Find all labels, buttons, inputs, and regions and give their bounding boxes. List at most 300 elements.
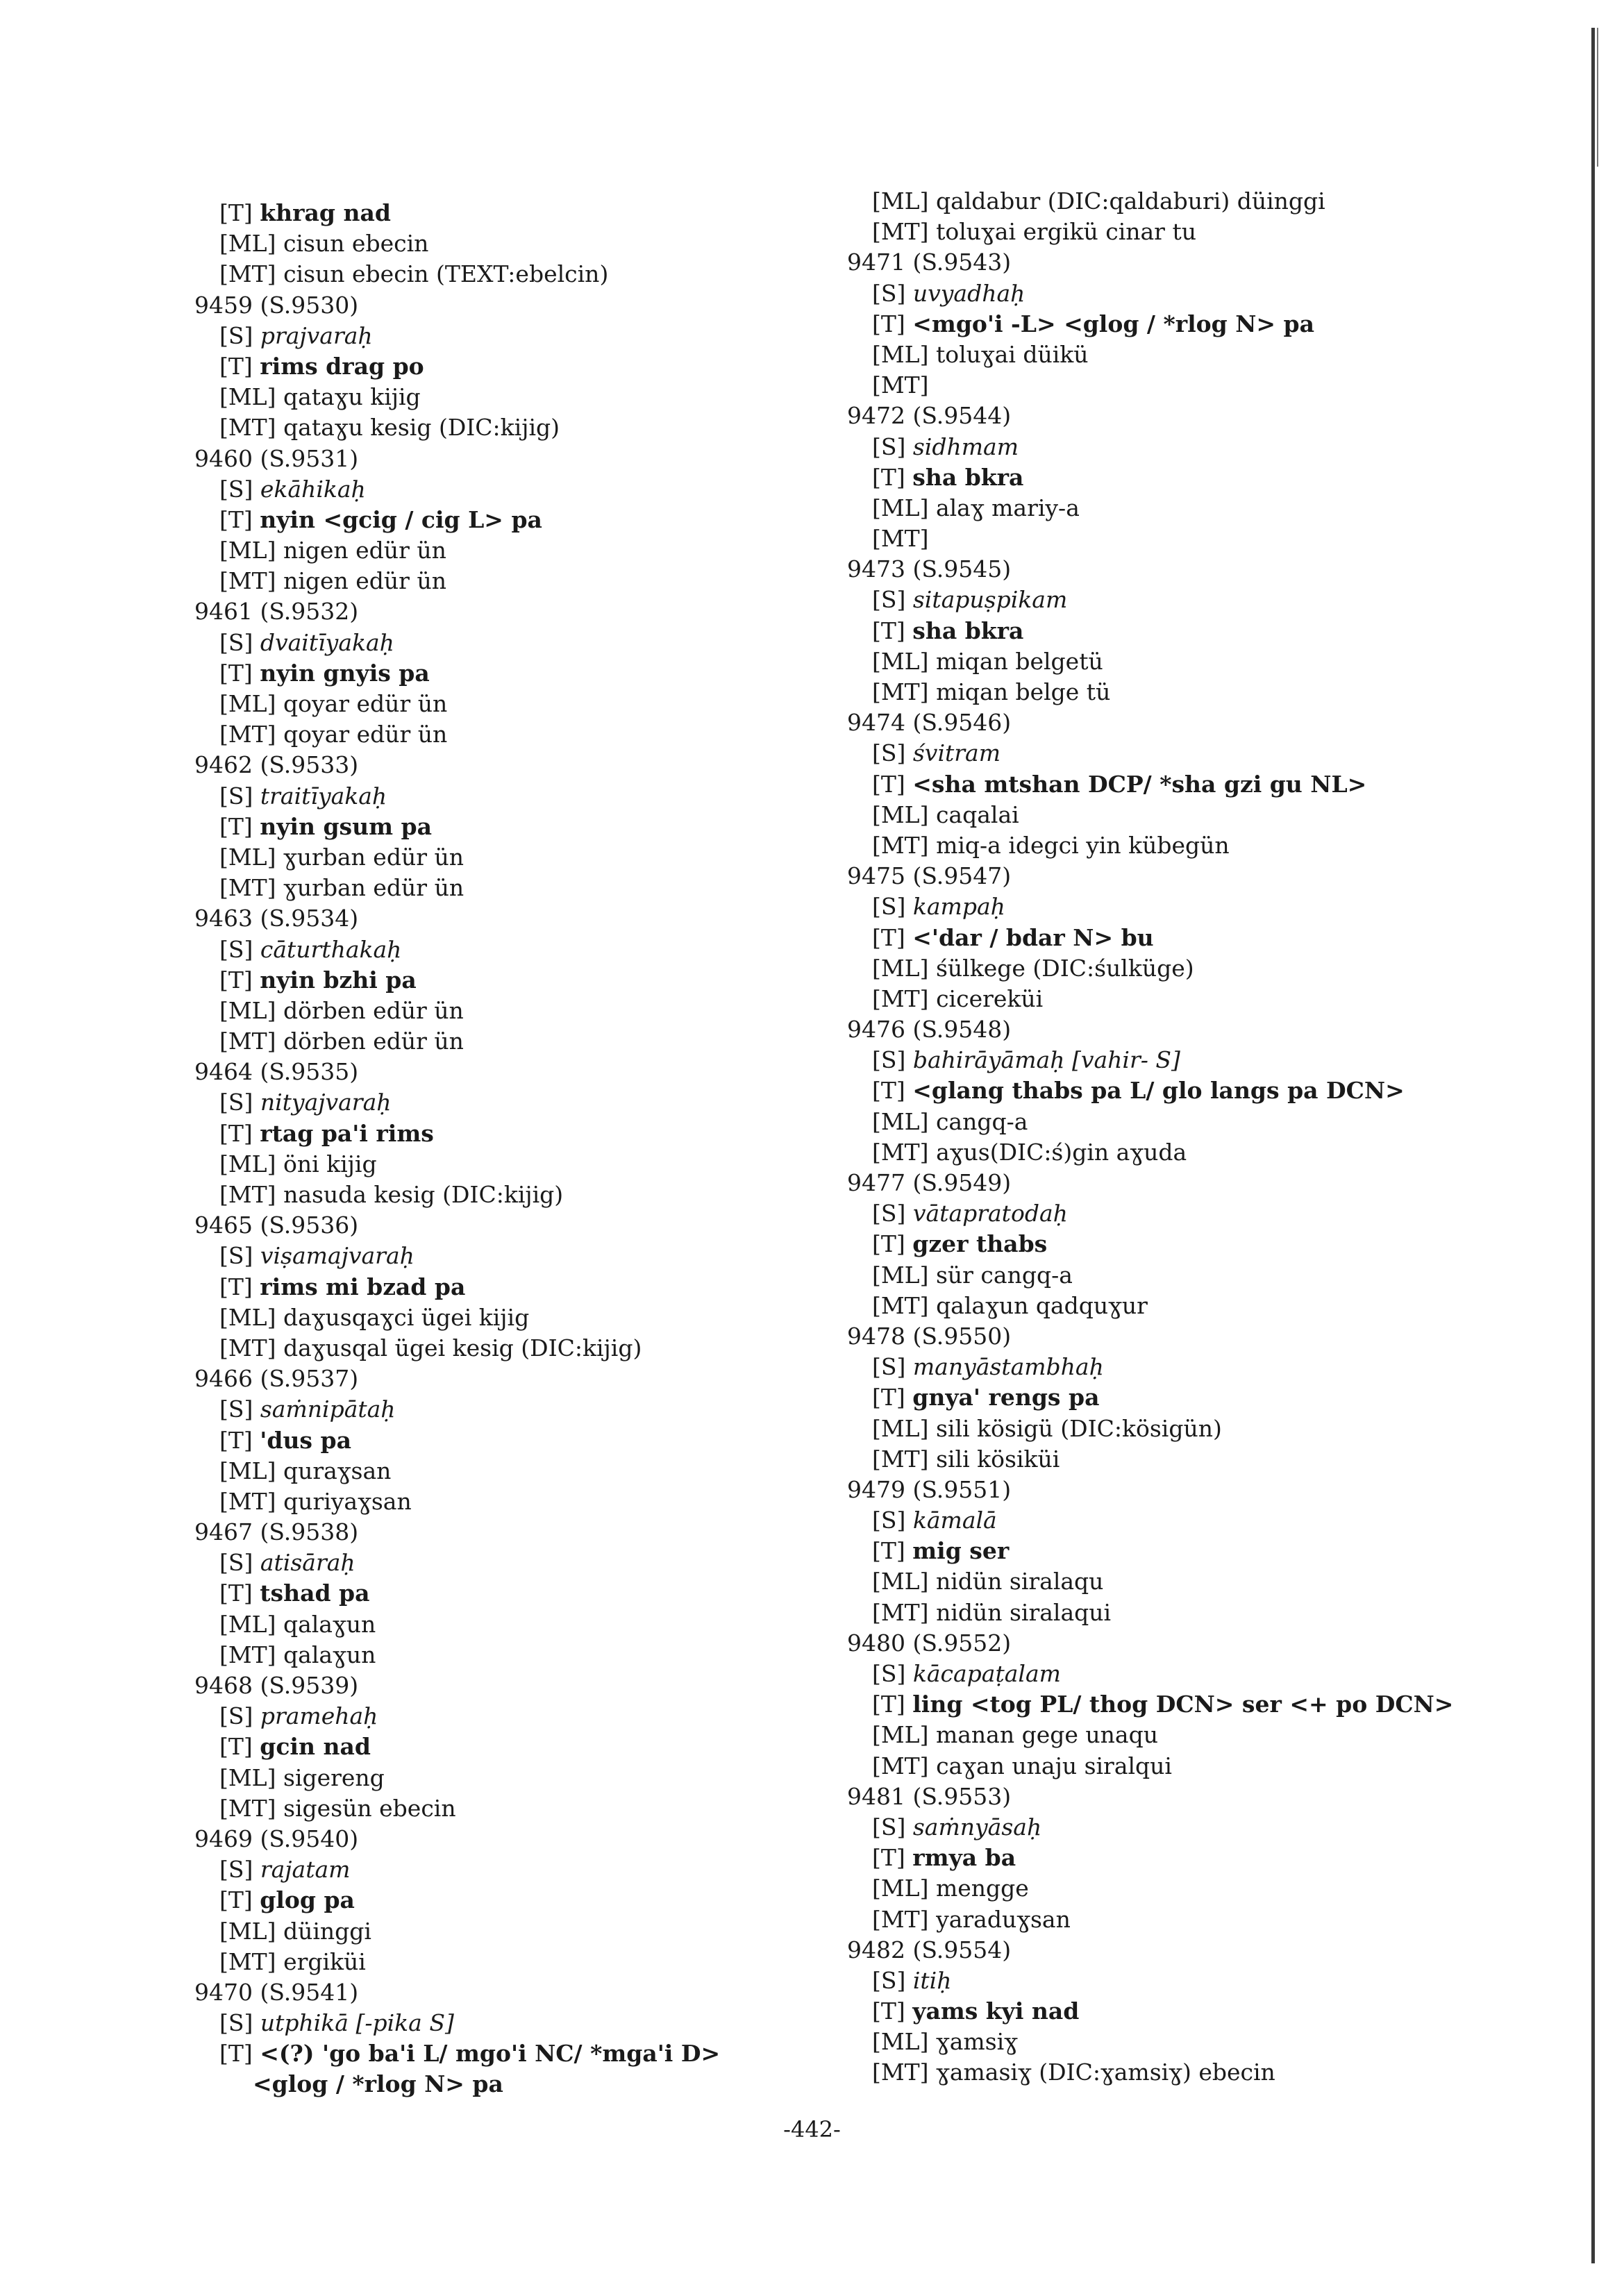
entry-text: quriyaɣsan [283,1487,412,1515]
entry-text: düinggi [283,1917,371,1945]
entry-number [194,1210,720,1241]
entry-text: nyin gsum pa [260,812,432,840]
entry-line [194,1701,720,1732]
entry-text: daɣusqal ügei kesig (DIC:kijig) [283,1334,642,1361]
entry-number [847,1475,1453,1505]
language-tag: [ML] [219,537,276,564]
entry-number [194,903,720,934]
entry-line [847,1598,1453,1628]
entry-line [194,198,720,228]
entry-text: bahirāyāmaḥ [vahir- S] [912,1046,1180,1074]
entry-line [194,1916,720,1947]
language-tag: [S] [219,1089,253,1116]
entry-text: itiḥ [912,1966,952,1994]
language-tag: [S] [219,782,253,810]
entry-text: saṁnipātaḥ [260,1396,396,1423]
entry-line [847,2057,1453,2088]
language-tag: [S] [872,1046,906,1074]
language-tag: [ML] [872,1721,929,1749]
language-tag: [T] [219,966,253,994]
entry-line [194,259,720,290]
entry-line [847,340,1453,370]
entry-number-text: 9478 (S.9550) [847,1322,1012,1350]
language-tag: [ML] [872,1107,929,1135]
entry-line [194,842,720,873]
entry-text: mig ser [912,1537,1010,1565]
language-tag: [ML] [872,1261,929,1289]
entry-line [194,1947,720,1977]
language-tag: [MT] [219,1947,276,1975]
entry-text: aɣus(DIC:ś)gin aɣuda [936,1138,1187,1166]
entry-line [847,370,1453,401]
entry-text: ɣamasiɣ (DIC:ɣamsiɣ) ebecin [936,2059,1275,2086]
entry-line [847,1107,1453,1137]
language-tag: [MT] [872,1598,929,1626]
language-tag: [ML] [219,996,276,1024]
language-tag: [MT] [872,2059,929,2086]
entry-number-text: 9469 (S.9540) [194,1825,359,1852]
entry-text: quraɣsan [283,1457,392,1484]
language-tag: [MT] [219,721,276,748]
entry-text: khrag nad [260,199,391,226]
entry-line [847,1720,1453,1750]
entry-text: sitapuṣpikam [912,586,1068,614]
entry-text: 'dus pa [260,1426,351,1454]
entry-line [194,628,720,658]
entry-text: caqalai [935,801,1019,828]
entry-line [194,812,720,842]
entry-line [847,1137,1453,1168]
entry-line [194,351,720,382]
language-tag: [ML] [872,801,929,828]
entry-text: cisun ebecin [283,230,429,258]
entry-number [194,1517,720,1548]
entry-number [847,1782,1453,1812]
entry-text: sigereng [283,1763,385,1791]
entry-line [194,658,720,689]
language-tag: [T] [219,1579,253,1607]
entry-line [194,719,720,750]
entry-line [194,566,720,596]
language-tag: [ML] [219,1150,276,1178]
entry-number-text: 9466 (S.9537) [194,1365,359,1393]
language-tag: [T] [219,1733,253,1761]
entry-line [847,1873,1453,1904]
entry-line [194,1118,720,1149]
language-tag: [MT] [872,1138,929,1166]
language-tag: [T] [872,923,905,951]
entry-line [847,953,1453,984]
entry-line [847,1198,1453,1229]
entry-line [194,412,720,443]
entry-number-text: 9464 (S.9535) [194,1058,359,1086]
language-tag: [ML] [872,1568,929,1595]
entry-text: cicereküi [936,984,1044,1012]
entry-line [194,1272,720,1302]
entry-number-text: 9477 (S.9549) [847,1169,1012,1196]
entry-text: manan gege unaqu [935,1721,1158,1749]
entry-line [847,585,1453,615]
language-tag: [T] [872,770,905,798]
entry-line [847,1904,1453,1935]
entry-line [194,2008,720,2038]
entry-text: qataɣu kijig [283,383,421,411]
entry-number-text: 9470 (S.9541) [194,1978,359,2006]
entry-number-text: 9465 (S.9536) [194,1212,359,1239]
language-tag: [MT] [219,567,276,595]
scan-edge-bar [1591,28,1595,2263]
entry-text: sha bkra [912,463,1024,491]
entry-text: nityajvaraḥ [260,1089,392,1116]
language-tag: [ML] [872,647,929,675]
entry-line [194,1026,720,1057]
entry-line [847,1843,1453,1873]
language-tag: [MT] [872,678,929,705]
language-tag: [ML] [219,1303,276,1331]
entry-text: gcin nad [260,1733,371,1761]
entry-text: toluɣai düikü [935,340,1089,368]
continuation-text: <glog / *rlog N> pa [253,2070,503,2098]
language-tag: [T] [872,1844,905,1872]
entry-line [194,382,720,412]
entry-text: glog pa [260,1886,355,1914]
entry-number [847,1321,1453,1352]
entry-line [194,1394,720,1425]
entry-text: qalaɣun [283,1610,376,1638]
entry-text: daɣusqaɣci ügei kijig [283,1303,530,1331]
entry-text: nidün siralaqui [936,1598,1112,1626]
language-tag: [ML] [872,954,929,982]
entry-text: kampaḥ [912,893,1005,921]
entry-text: nyin <gcig / cig L> pa [260,505,542,533]
entry-number-text: 9475 (S.9547) [847,862,1012,890]
entry-line [847,800,1453,830]
entry-number-text: 9461 (S.9532) [194,598,359,626]
language-tag: [T] [219,1886,253,1914]
entry-text: gzer thabs [912,1230,1048,1258]
language-tag: [T] [872,1691,905,1718]
language-tag: [T] [872,463,905,491]
right-column [847,186,1453,2088]
entry-line [194,1302,720,1333]
entry-line [194,1548,720,1578]
language-tag: [T] [872,310,905,337]
entry-number-text: 9479 (S.9551) [847,1475,1012,1503]
language-tag: [S] [872,1353,906,1381]
language-tag: [MT] [872,831,929,859]
entry-number-text: 9482 (S.9554) [847,1936,1012,1963]
entry-number-text: 9463 (S.9534) [194,905,359,932]
language-tag: [T] [219,1273,253,1300]
language-tag: [S] [219,628,253,656]
language-tag: [S] [872,1813,906,1841]
entry-number [194,1670,720,1701]
entry-text: utphikā [-pika S] [260,2009,454,2037]
entry-text: traitīyakaḥ [260,782,387,810]
entry-number-text: 9473 (S.9545) [847,555,1012,583]
entry-text: dvaitīyakaḥ [260,628,394,656]
entry-text: öni kijig [283,1150,377,1178]
entry-line [194,228,720,259]
entry-line [194,935,720,965]
language-tag: [S] [219,1702,253,1730]
entry-line [194,996,720,1026]
language-tag: [T] [872,1384,905,1411]
entry-line [194,1425,720,1456]
entry-line [847,1414,1453,1444]
entry-line [847,984,1453,1014]
entry-text: sidhmam [912,433,1019,460]
scan-edge-mark [1597,28,1598,167]
language-tag: [MT] [219,874,276,902]
language-tag: [ML] [219,383,276,411]
entry-line [847,646,1453,677]
entry-line [847,830,1453,861]
entry-text: sür cangq-a [935,1261,1073,1289]
entry-line [194,1854,720,1885]
entry-number [194,1057,720,1087]
entry-line [194,535,720,566]
entry-line [194,1087,720,1118]
entry-number [847,401,1453,431]
entry-number [847,1014,1453,1045]
entry-number-text: 9462 (S.9533) [194,751,359,779]
language-tag: [S] [872,1660,906,1687]
entry-line [194,1241,720,1271]
entry-line [194,1763,720,1793]
language-tag: [MT] [219,260,276,288]
entry-text: ergiküi [283,1947,366,1975]
entry-line [847,309,1453,340]
entry-line [847,738,1453,769]
entry-line [194,1793,720,1824]
language-tag: [ML] [219,230,276,258]
entry-text: gnya' rengs pa [912,1384,1100,1411]
entry-line [194,689,720,719]
entry-text: rmya ba [912,1844,1016,1872]
language-tag: [MT] [219,414,276,442]
entry-line [194,321,720,351]
language-tag: [S] [872,279,906,307]
entry-number-text: 9472 (S.9544) [847,402,1012,430]
entry-text: rajatam [260,1856,351,1884]
entry-text: qalaɣun [283,1641,376,1668]
entry-line [847,677,1453,707]
entry-number-text: 9468 (S.9539) [194,1672,359,1699]
entry-text: <glang thabs pa L/ glo langs pa DCN> [912,1077,1405,1105]
entry-text: cangq-a [935,1107,1028,1135]
language-tag: [T] [219,352,253,380]
entry-text: <'dar / bdar N> bu [912,923,1154,951]
entry-text: miqan belgetü [935,647,1103,675]
entry-number [847,1628,1453,1659]
entry-number-text: 9460 (S.9531) [194,444,359,472]
entry-text: miqan belge tü [936,678,1111,705]
language-tag: [MT] [219,1794,276,1822]
entry-number [847,1168,1453,1198]
entry-number-text: 9476 (S.9548) [847,1016,1012,1044]
entry-text: nigen edür ün [283,567,446,595]
entry-text: dörben edür ün [283,996,464,1024]
language-tag: [ML] [219,1763,276,1791]
page-number: -442- [783,2116,841,2143]
entry-line [194,1609,720,1640]
entry-text: śülkege (DIC:śulküge) [935,954,1194,982]
language-tag: [T] [219,505,253,533]
entry-text: ɣamsiɣ [935,2028,1018,2056]
language-tag: [S] [219,1396,253,1423]
entry-number [194,290,720,321]
language-tag: [MT] [219,1028,276,1055]
entry-text: saṁnyāsaḥ [912,1813,1042,1841]
entry-text: qaldabur (DIC:qaldaburi) düinggi [935,187,1325,215]
language-tag: [MT] [872,1291,929,1319]
language-tag: [S] [872,586,906,614]
language-tag: [T] [872,1997,905,2025]
entry-text: sigesün ebecin [283,1794,456,1822]
entry-line [847,1996,1453,2027]
entry-line [847,1812,1453,1843]
entry-line [847,1751,1453,1782]
entry-text: yaraduɣsan [936,1905,1071,1933]
entry-line [847,1075,1453,1106]
entry-line [847,523,1453,554]
entry-text: nyin bzhi pa [260,966,417,994]
entry-line [194,1578,720,1609]
entry-text: rims mi bzad pa [260,1273,466,1300]
language-tag: [S] [872,1200,906,1227]
language-tag: [S] [219,1549,253,1577]
entry-number [194,1977,720,2008]
entry-text: vātapratodaḥ [912,1200,1068,1227]
entry-line [847,1045,1453,1075]
entry-text: qalaɣun qadquɣur [936,1291,1148,1319]
entry-line [847,1566,1453,1597]
entry-line [847,923,1453,953]
entry-text: atisāraḥ [260,1549,355,1577]
entry-text: qoyar edür ün [283,721,448,748]
entry-line [847,278,1453,309]
entry-line [194,965,720,996]
entry-text: ling <tog PL/ thog DCN> ser <+ po DCN> [912,1691,1454,1718]
language-tag: [T] [872,617,905,644]
entry-text: nyin gnyis pa [260,659,430,687]
entry-text: rtag pa'i rims [260,1119,434,1147]
entry-line [194,1486,720,1517]
entry-line [847,493,1453,523]
entry-number-text: 9481 (S.9553) [847,1782,1012,1810]
entry-line [194,1885,720,1916]
entry-line [194,873,720,903]
language-tag: [T] [872,1537,905,1565]
language-tag: [S] [219,935,253,963]
language-tag: [ML] [872,1414,929,1442]
entry-line [847,891,1453,922]
language-tag: [T] [219,1119,253,1147]
continuation-line [194,2069,720,2100]
entry-line [847,217,1453,247]
entry-line [847,769,1453,800]
entry-text: uvyadhaḥ [912,279,1026,307]
entry-line [847,1659,1453,1689]
entry-text: sili kösiküi [936,1445,1060,1473]
language-tag: [MT] [219,1334,276,1361]
entry-text: <(?) 'go ba'i L/ mgo'i NC/ *mga'i D> [260,2040,721,2068]
entry-line [847,1444,1453,1475]
entry-text: śvitram [912,739,1001,767]
entry-text: <sha mtshan DCP/ *sha gzi gu NL> [912,770,1367,798]
entry-number [194,1824,720,1854]
entry-text: manyāstambhaḥ [912,1353,1104,1381]
entry-text: prajvaraḥ [260,321,373,349]
entry-text: toluɣai ergikü cinar tu [936,218,1196,246]
left-column [194,198,720,2100]
entry-text: sili kösigü (DIC:kösigün) [935,1414,1222,1442]
entry-line [194,2038,720,2069]
language-tag: [S] [872,739,906,767]
language-tag: [ML] [872,494,929,521]
entry-text: <mgo'i -L> <glog / *rlog N> pa [912,310,1314,337]
entry-line [847,1966,1453,1996]
language-tag: [S] [872,1507,906,1534]
language-tag: [T] [872,1230,905,1258]
entry-text: nigen edür ün [283,537,446,564]
entry-number [847,554,1453,585]
language-tag: [T] [219,659,253,687]
language-tag: [MT] [219,1641,276,1668]
entry-line [194,474,720,505]
entry-number [194,444,720,474]
language-tag: [ML] [219,843,276,871]
entry-line [847,616,1453,646]
language-tag: [ML] [219,690,276,717]
entry-text: qoyar edür ün [283,690,448,717]
language-tag: [MT] [219,1181,276,1208]
entry-text: qataɣu kesig (DIC:kijig) [283,414,560,442]
entry-line [847,1260,1453,1291]
entry-text: caɣan unaju siralqui [936,1752,1172,1779]
entry-number-text: 9467 (S.9538) [194,1518,359,1546]
language-tag: [ML] [872,187,929,215]
entry-text: ɣurban edür ün [283,843,464,871]
language-tag: [S] [219,475,253,503]
language-tag: [T] [872,1077,905,1105]
entry-number [194,596,720,627]
entry-line [194,1180,720,1210]
entry-line [847,1352,1453,1382]
entry-line [194,1640,720,1670]
entry-text: kāmalā [912,1507,997,1534]
language-tag: [S] [219,1242,253,1270]
language-tag: [S] [219,1856,253,1884]
entry-line [194,1732,720,1762]
entry-text: viṣamajvaraḥ [260,1242,415,1270]
entry-number [194,1364,720,1394]
language-tag: [ML] [219,1457,276,1484]
entry-number [847,247,1453,278]
language-tag: [ML] [872,340,929,368]
language-tag: [ML] [219,1917,276,1945]
entry-text: kācapaṭalam [912,1660,1061,1687]
entry-text: pramehaḥ [260,1702,378,1730]
entry-line [194,1333,720,1364]
entry-line [194,781,720,812]
entry-line [847,462,1453,493]
entry-text: cāturthakaḥ [260,935,402,963]
entry-line [847,1382,1453,1413]
entry-number-text: 9471 (S.9543) [847,249,1012,276]
language-tag: [MT] [872,1905,929,1933]
